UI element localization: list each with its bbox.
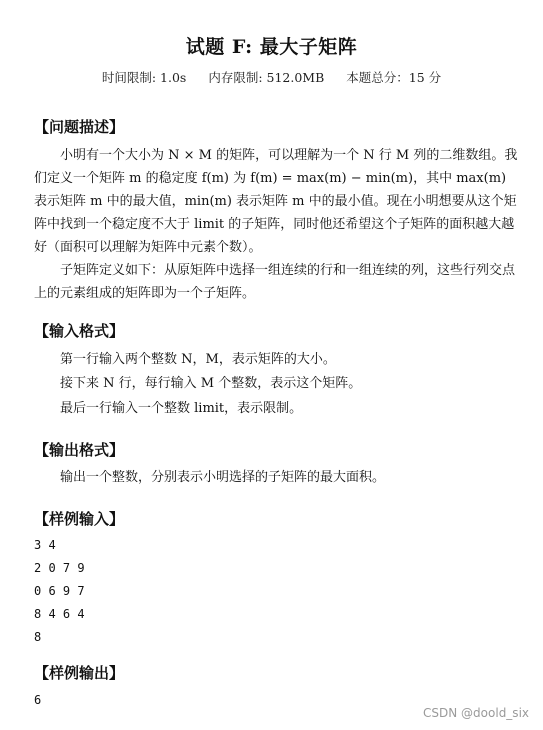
input-format-line-3: 最后一行输入一个整数 limit，表示限制。 (60, 401, 303, 416)
description-paragraph-1: 小明有一个大小为 N × M 的矩阵，可以理解为一个 N 行 M 列的二维数组。我们定义一个矩阵 m 的稳定度 f(m) 为 f(m) = max(m) − min(m)，其中 max(m) 表示矩阵 m 中的最大值，min(m) 表示矩阵 m 中的最小值。现在小明想要从这个矩阵中找到一个稳定度不大于 limit 的子矩阵，同时他还希望这个子矩阵的面积越大越好（面积可以理解为矩阵中元素个数）。 (34, 148, 518, 255)
output-format-line-1: 输出一个整数，分别表示小明选择的子矩阵的最大面积。 (60, 470, 386, 485)
sample-input-heading: 【样例输入】 (34, 510, 125, 528)
sample-input-line: 8 (34, 630, 42, 644)
sample-output-line: 6 (34, 693, 42, 707)
input-format-heading: 【输入格式】 (34, 322, 125, 340)
problem-title: 试题 F: 最大子矩阵 (185, 36, 358, 58)
sample-input-line: 8 4 6 4 (34, 607, 85, 621)
sample-input-line: 0 6 9 7 (34, 584, 85, 598)
sample-input-line: 2 0 7 9 (34, 561, 85, 575)
input-format-line-1: 第一行输入两个整数 N，M，表示矩阵的大小。 (60, 352, 336, 367)
sample-input-line: 3 4 (34, 538, 56, 552)
description-heading: 【问题描述】 (34, 118, 125, 136)
watermark-text: CSDN @doold_six (423, 706, 529, 720)
problem-meta (0, 68, 543, 86)
total-score: 本题总分：15 分 (346, 70, 442, 85)
output-format-heading: 【输出格式】 (34, 441, 125, 459)
input-format-line-2: 接下来 N 行，每行输入 M 个整数，表示这个矩阵。 (60, 376, 362, 391)
description-paragraph-2: 子矩阵定义如下：从原矩阵中选择一组连续的行和一组连续的列，这些行列交点上的元素组成的矩阵即为一个子矩阵。 (34, 263, 516, 301)
time-limit: 时间限制: 1.0s (101, 70, 187, 85)
memory-limit: 内存限制: 512.0MB (208, 70, 325, 85)
sample-output-heading: 【样例输出】 (34, 664, 125, 682)
